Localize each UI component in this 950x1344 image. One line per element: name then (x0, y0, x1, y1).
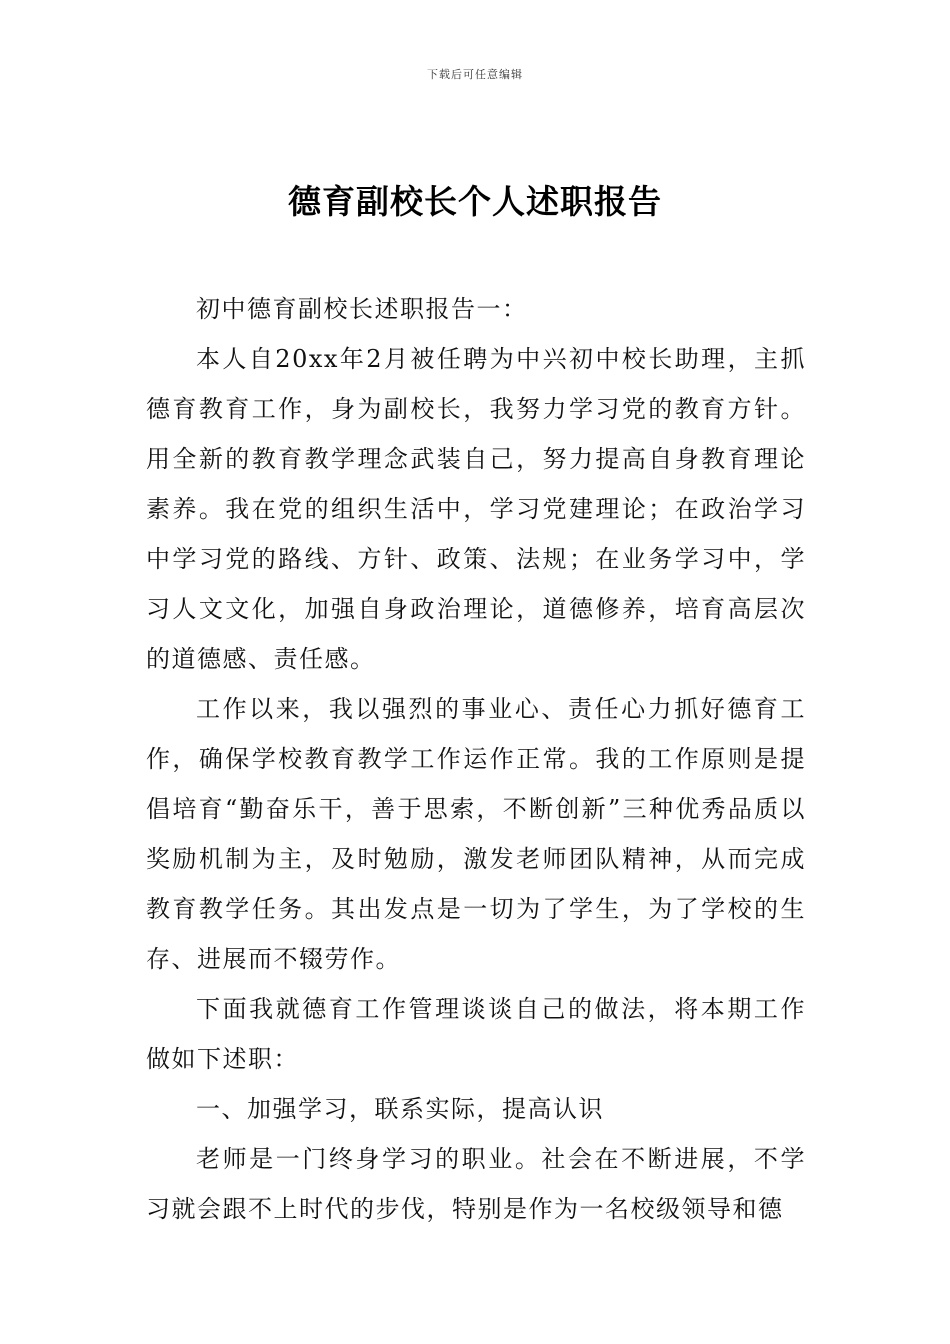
section-heading: 一、加强学习，联系实际，提高认识 (196, 1095, 604, 1123)
section-label: 初中德育副校长述职报告一： (196, 295, 528, 323)
paragraph: 下面我就德育工作管理谈谈自己的做法，将本期工作做如下述职： (146, 995, 806, 1073)
paragraph: 本人自20xx年2月被任聘为中兴初中校长助理，主抓德育教育工作，身为副校长，我努力学习党的教育方针。用全新的教育教学理念武装自己，努力提高自身教育理论素养。我在党的组织生活中，学习党建理论；在政治学习中学习党的路线、方针、政策、法规；在业务学习中，学习人文文化，加强自身政治理论，道德修养，培育高层次的道德感、责任感。 (146, 345, 806, 673)
document-title: 德育副校长个人述职报告 (288, 182, 662, 221)
header-note: 下载后可任意编辑 (427, 68, 523, 81)
paragraph: 工作以来，我以强烈的事业心、责任心力抓好德育工作，确保学校教育教学工作运作正常。我的工作原则是提倡培育“勤奋乐干，善于思索，不断创新”三种优秀品质以奖励机制为主，及时勉励，激发老师团队精神，从而完成教育教学任务。其出发点是一切为了学生，为了学校的生存、进展而不辍劳作。 (146, 695, 806, 973)
document-body (146, 284, 806, 1234)
paragraph: 老师是一门终身学习的职业。社会在不断进展，不学习就会跟不上时代的步伐，特别是作为一名校级领导和德 (146, 1145, 806, 1223)
